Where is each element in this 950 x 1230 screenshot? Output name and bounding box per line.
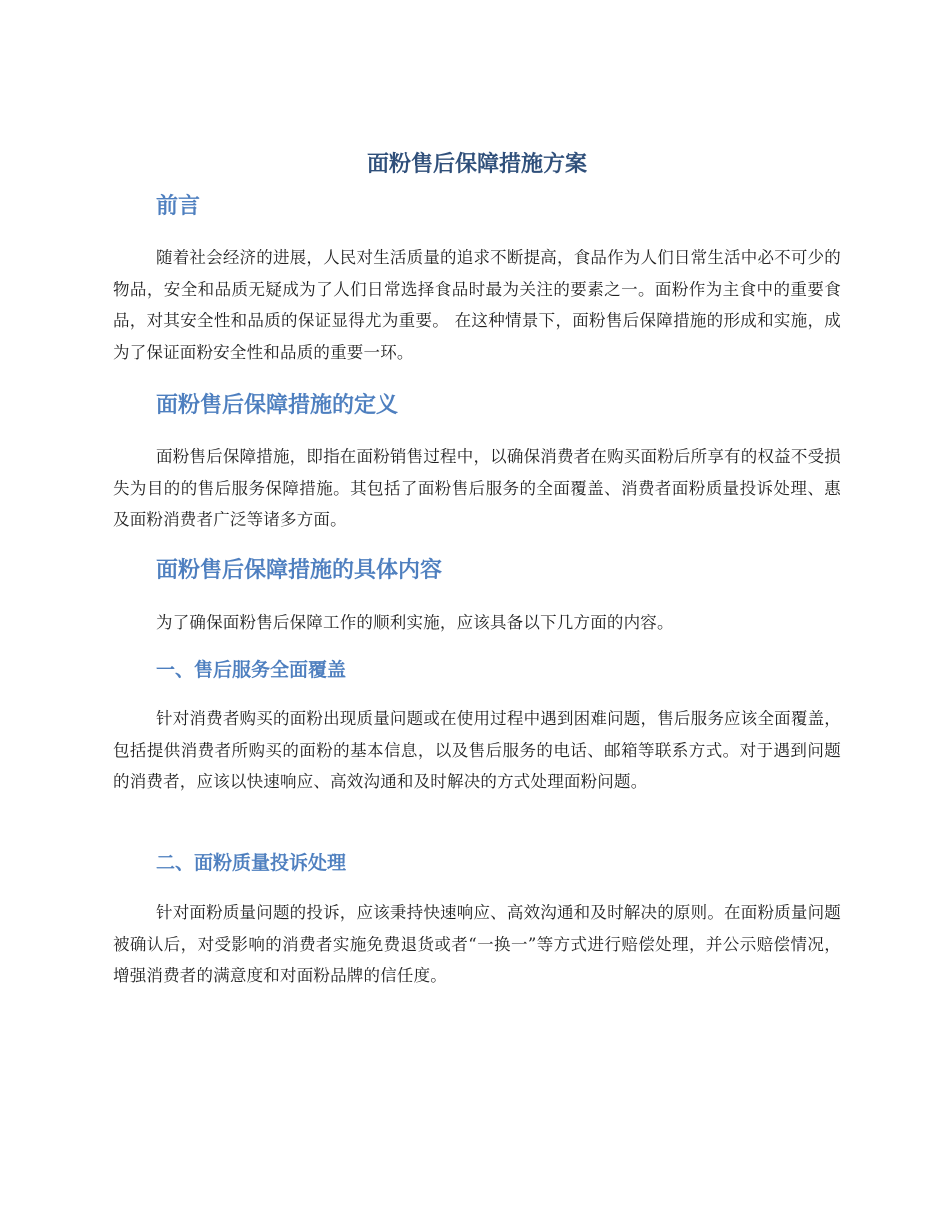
document-title: 面粉售后保障措施方案 <box>366 152 587 177</box>
paragraph-preface: 随着社会经济的进展，人民对生活质量的追求不断提高，食品作为人们日常生活中必不可少的物品，安全和品质无疑成为了人们日常选择食品时最为关注的要素之一。面粉作为主食中的重要食品，对其安全性和品质的保证显得尤为重要。 在这种情景下，面粉售后保障措施的形成和实施，成为了保证面粉安全性和品质的重要一环。 <box>113 248 841 362</box>
paragraph-contents-intro: 为了确保面粉售后保障工作的顺利实施，应该具备以下几方面的内容。 <box>156 613 674 632</box>
section-heading-contents: 面粉售后保障措施的具体内容 <box>156 558 443 583</box>
section-heading-preface: 前言 <box>156 194 201 219</box>
subsection-heading-service-coverage: 一、售后服务全面覆盖 <box>156 659 347 681</box>
paragraph-definition: 面粉售后保障措施，即指在面粉销售过程中，以确保消费者在购买面粉后所享有的权益不受损失为目的的售后服务保障措施。其包括了面粉售后服务的全面覆盖、消费者面粉质量投诉处理、惠及面粉消费者广泛等诸多方面。 <box>113 447 841 529</box>
section-heading-definition: 面粉售后保障措施的定义 <box>156 393 399 418</box>
paragraph-quality-complaints: 针对面粉质量问题的投诉，应该秉持快速响应、高效沟通和及时解决的原则。在面粉质量问题被确认后，对受影响的消费者实施免费退货或者“一换一”等方式进行赔偿处理，并公示赔偿情况，增强消费者的满意度和对面粉品牌的信任度。 <box>113 903 841 985</box>
paragraph-service-coverage: 针对消费者购买的面粉出现质量问题或在使用过程中遇到困难问题，售后服务应该全面覆盖，包括提供消费者所购买的面粉的基本信息，以及售后服务的电话、邮箱等联系方式。对于遇到问题的消费者，应该以快速响应、高效沟通和及时解决的方式处理面粉问题。 <box>113 709 841 791</box>
subsection-heading-quality-complaints: 二、面粉质量投诉处理 <box>156 852 347 874</box>
